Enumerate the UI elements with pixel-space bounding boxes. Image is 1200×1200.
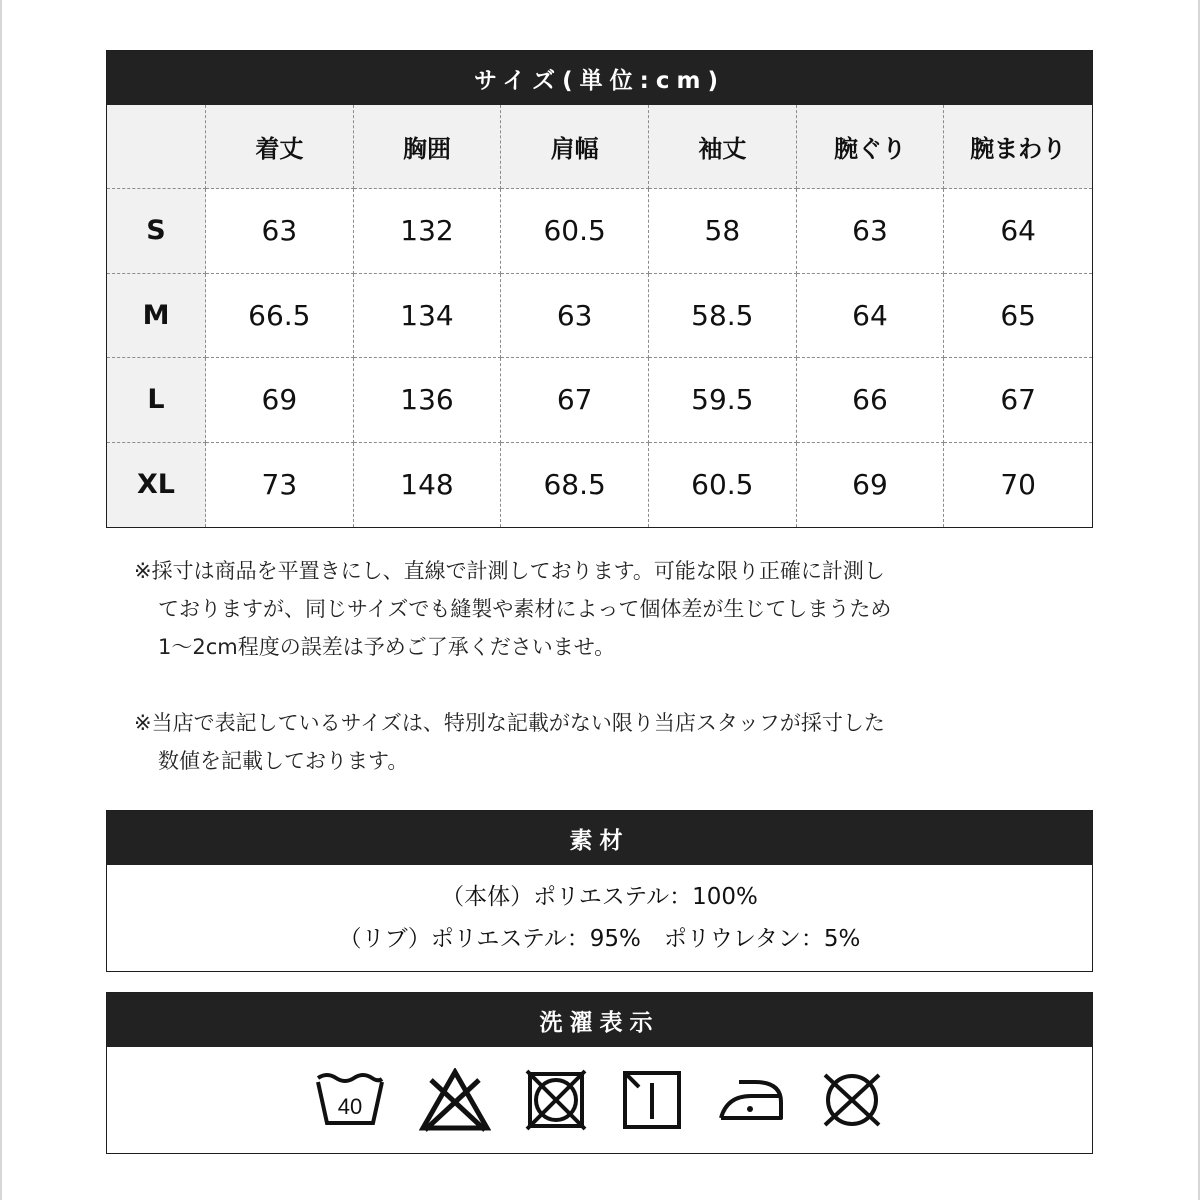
- table-cell: 70: [1000, 468, 1036, 502]
- row-header-size: XL: [107, 443, 206, 528]
- size-source-note: [134, 704, 1014, 780]
- row-header-size: M: [107, 274, 206, 359]
- no-dry-clean-icon: [819, 1069, 885, 1131]
- table-cell: 73: [206, 443, 354, 528]
- line-dry-shade-icon: [621, 1069, 683, 1131]
- column-header-armhole: 腕ぐり: [797, 105, 945, 189]
- material-body: [107, 865, 1092, 971]
- row-header-size: L: [107, 358, 206, 443]
- table-cell: 148: [354, 443, 502, 528]
- wash-title: 洗濯表示: [107, 993, 1092, 1047]
- table-cell: 132: [354, 189, 502, 274]
- wash-section: [106, 992, 1093, 1154]
- table-cell: 63: [501, 274, 649, 359]
- table-cell: 58.5: [649, 274, 797, 359]
- table-cell: 63: [206, 189, 354, 274]
- no-tumble-dry-icon: [525, 1069, 587, 1131]
- note-line: ておりますが、同じサイズでも縫製や素材によって個体差が生じてしまうため: [158, 597, 892, 621]
- table-cell: 65: [944, 274, 1092, 359]
- table-cell: 59.5: [649, 358, 797, 443]
- left-edge-line: [0, 0, 2, 1200]
- table-cell: 136: [354, 358, 502, 443]
- material-section: [106, 810, 1093, 972]
- note-line: 数値を記載しております。: [158, 749, 409, 773]
- iron-low-icon: [717, 1076, 785, 1124]
- size-table-section: [106, 50, 1093, 528]
- table-cell: 66.5: [206, 274, 354, 359]
- table-cell: 69: [206, 358, 354, 443]
- table-cell: 58: [649, 189, 797, 274]
- table-cell: 67: [501, 358, 649, 443]
- table-cell: 69: [797, 443, 945, 528]
- column-header-length: 着丈: [206, 105, 354, 189]
- note-line: 1〜2cm程度の誤差は予めご了承くださいませ。: [158, 635, 616, 659]
- table-cell: 68.5: [501, 443, 649, 528]
- table-cell: 64: [944, 189, 1092, 274]
- material-line-rib: （リブ）ポリエステル：95% ポリウレタン：5%: [338, 926, 861, 952]
- note-line: ※採寸は商品を平置きにし、直線で計測しております。可能な限り正確に計測し: [134, 559, 885, 583]
- wash-tub-40-icon: [315, 1070, 385, 1130]
- table-cell: 63: [797, 189, 945, 274]
- table-cell: 67: [944, 358, 1092, 443]
- size-table: [107, 105, 1092, 527]
- column-header-shoulder: 肩幅: [501, 105, 649, 189]
- no-bleach-icon: [419, 1068, 491, 1132]
- measurement-note: [134, 552, 1014, 666]
- table-cell: 60.5: [501, 189, 649, 274]
- column-header-arm-circumference: 腕まわり: [944, 105, 1092, 189]
- table-cell: 64: [797, 274, 945, 359]
- size-table-title: サイズ(単位:cm): [107, 51, 1092, 105]
- table-cell: 60.5: [649, 443, 797, 528]
- material-title: 素材: [107, 811, 1092, 865]
- row-header-size: S: [107, 189, 206, 274]
- material-line-body: （本体）ポリエステル：100%: [441, 884, 758, 910]
- column-header-sleeve: 袖丈: [649, 105, 797, 189]
- column-header-chest: 胸囲: [354, 105, 502, 189]
- wash-temperature-label: 40: [337, 1094, 362, 1119]
- wash-icons-row: [107, 1047, 1092, 1153]
- table-cell: 134: [354, 274, 502, 359]
- table-cell: 66: [797, 358, 945, 443]
- table-corner-cell: [107, 105, 206, 189]
- note-line: ※当店で表記しているサイズは、特別な記載がない限り当店スタッフが採寸した: [134, 711, 885, 735]
